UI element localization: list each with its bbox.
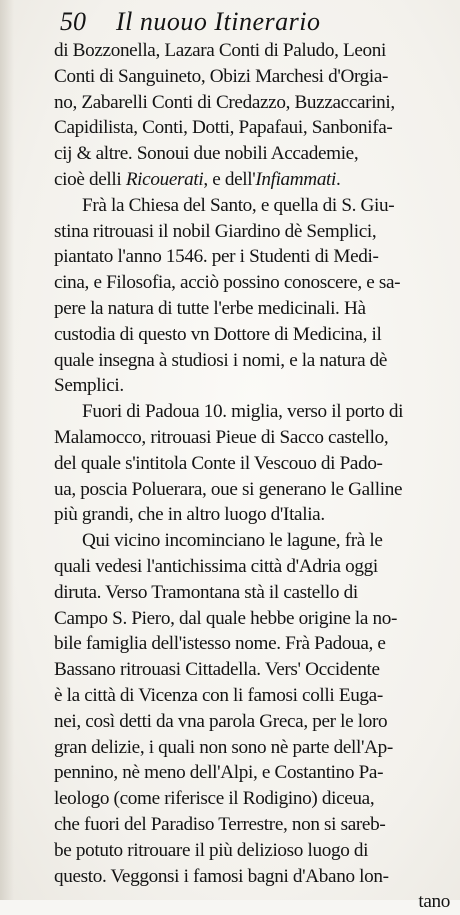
- text-line: bile famiglia dell'istesso nome. Frà Padoua, e: [54, 633, 386, 655]
- text-line: [54, 167, 450, 193]
- text-line: gran delizie, i quali non sono nè parte dell'Ap-: [54, 736, 393, 758]
- text-line: più grandi, che in altro luogo d'Italia.: [54, 504, 325, 526]
- paragraph: [54, 399, 450, 528]
- text-fragment: cioè delli: [54, 168, 126, 190]
- text-line: di Bozzonella, Lazara Conti di Paludo, Leoni: [54, 40, 387, 61]
- text-line: Conti di Sanguineto, Obizi Marchesi d'Orgia-: [54, 65, 389, 87]
- text-fragment: , e dell': [203, 168, 256, 190]
- text-line: no, Zabarelli Conti di Credazzo, Buzzaccarini,: [54, 91, 395, 113]
- page-header: [54, 6, 450, 38]
- running-title: Il nuouo Itinerario: [116, 7, 321, 36]
- text-line: quali vedesi l'antichissima città d'Adria oggi: [54, 555, 378, 577]
- text-line: nei, così detti da vna parola Greca, per le loro: [54, 710, 388, 732]
- text-line: Frà la Chiesa del Santo, e quella di S. Giu-: [82, 194, 395, 216]
- text-line: Bassano ritrouasi Cittadella. Vers' Occidente: [54, 659, 380, 681]
- text-line: Capidilista, Conti, Dotti, Papafaui, Sanbonifa-: [54, 117, 393, 139]
- page-gutter-shadow: [0, 0, 14, 900]
- text-line: Fuori di Padoua 10. miglia, verso il porto di: [82, 401, 404, 423]
- text-line: Qui vicino incominciano le lagune, frà le: [82, 530, 383, 552]
- text-fragment: .: [336, 168, 341, 190]
- academy-name: Infiammati: [255, 168, 337, 190]
- text-line: cij & altre. Sonoui due nobili Accademie,: [54, 143, 359, 165]
- text-line: del quale s'intitola Conte il Vescouo di Pado-: [54, 452, 383, 474]
- academy-name: Ricouerati: [125, 168, 204, 190]
- text-line: Semplici.: [54, 375, 124, 397]
- text-line: Malamocco, ritrouasi Pieue di Sacco castello,: [54, 426, 389, 448]
- paragraph: [54, 528, 450, 889]
- body-text: [54, 38, 450, 915]
- text-line: stina ritrouasi il nobil Giardino dè Semplici,: [54, 220, 377, 242]
- text-line: cina, e Filosofia, acciò possino conoscere, e sa-: [54, 272, 401, 294]
- paragraph: [54, 38, 450, 193]
- catchword: tano: [418, 891, 450, 913]
- text-line: questo. Veggonsi i famosi bagni d'Abano lon-: [54, 865, 389, 887]
- text-line: diruta. Verso Tramontana stà il castello di: [54, 581, 358, 603]
- text-line: pere la natura di tutte l'erbe medicinali. Hà: [54, 297, 366, 319]
- text-line: quale insegna à studiosi i nomi, e la natura dè: [54, 349, 388, 371]
- text-line: è la città di Vicenza con li famosi colli Euga-: [54, 684, 383, 706]
- text-line: piantato l'anno 1546. per i Studenti di Medi-: [54, 246, 379, 268]
- text-line: pennino, nè meno dell'Alpi, e Costantino Pa-: [54, 762, 384, 784]
- text-line: ua, poscia Poluerara, oue si generano le Galline: [54, 478, 403, 500]
- text-line: che fuori del Paradiso Terrestre, non si sareb-: [54, 813, 386, 835]
- paragraph: [54, 193, 450, 399]
- text-line: leologo (come riferisce il Rodigino) diceua,: [54, 788, 375, 810]
- text-line: custodia di questo vn Dottore di Medicina, il: [54, 323, 382, 345]
- page-number: 50: [60, 7, 86, 36]
- text-line: be potuto ritrouare il più delizioso luogo di: [54, 839, 369, 861]
- text-line: Campo S. Piero, dal quale hebbe origine la no-: [54, 607, 398, 629]
